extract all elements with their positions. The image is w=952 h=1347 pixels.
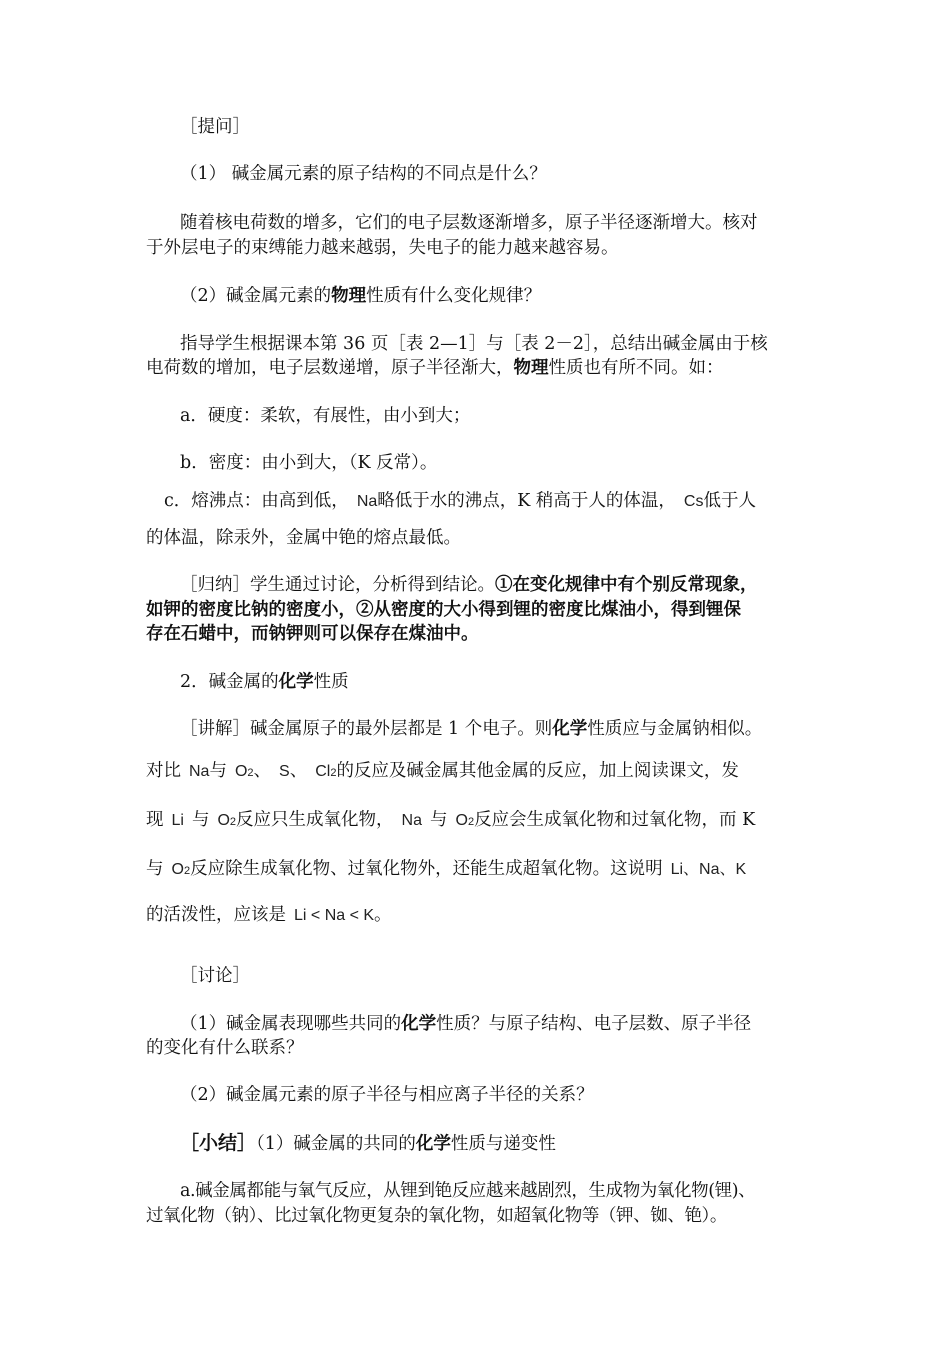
- conclusion-heading: ［小结］（1）碱金属的共同的化学性质与递变性: [180, 1132, 556, 1154]
- explain-line-3: 现 Li 与 O2反应只生成氧化物， Na 与 O2反应会生成氧化物和过氧化物，而 K: [146, 810, 756, 830]
- conclusion-line-1: a.碱金属都能与氧气反应，从锂到铯反应越来越剧烈，生成物为氧化物(锂)、: [180, 1181, 756, 1201]
- formula-o2: O2: [217, 812, 237, 829]
- formula-s: S: [279, 763, 290, 780]
- answer-1-line-2: 于外层电子的束缚能力越来越弱，失电子的能力越来越容易。: [146, 238, 619, 258]
- question-2: （2）碱金属元素的物理性质有什么变化规律？: [180, 286, 542, 306]
- conclusion-line-2: 过氧化物（钠）、比过氧化物更复杂的氧化物，如超氧化物等（钾、铷、铯）。: [146, 1206, 727, 1226]
- formula-na: Na: [356, 493, 378, 510]
- discussion-q2: （2）碱金属元素的原子半径与相应离子半径的关系？: [180, 1085, 594, 1105]
- explain-line-5: 的活泼性，应该是 Li < Na < K。: [146, 905, 392, 925]
- summary-line-1: ［归纳］学生通过讨论，分析得到结论。①在变化规律中有个别反常现象，: [180, 575, 758, 595]
- formula-na: Na: [401, 812, 422, 829]
- guidance-line-2: 电荷数的增加，电子层数递增，原子半径渐大，物理性质也有所不同。如：: [146, 358, 724, 378]
- formula-li: Li: [171, 812, 184, 829]
- section-heading-chemical: 2．碱金属的化学性质: [180, 672, 349, 692]
- formula-o2: O2: [171, 861, 191, 878]
- formula-activity-order: Li < Na < K: [294, 907, 375, 924]
- guidance-line-1: 指导学生根据课本第 36 页［表 2—1］与［表 2－2］，总结出碱金属由于核: [180, 334, 768, 354]
- item-density: b．密度：由小到大，（K 反常）。: [180, 453, 438, 473]
- formula-o2: O2: [455, 812, 475, 829]
- summary-line-2: 如钾的密度比钠的密度小，②从密度的大小得到锂的密度比煤油小，得到锂保: [146, 600, 741, 620]
- summary-line-3: 存在石蜡中，而钠钾则可以保存在煤油中。: [146, 624, 479, 644]
- question-1: （1） 碱金属元素的原子结构的不同点是什么？: [180, 164, 547, 184]
- formula-cl2: Cl2: [315, 763, 337, 780]
- discussion-q1-line-1: （1）碱金属表现哪些共同的化学性质？与原子结构、电子层数、原子半径: [180, 1014, 752, 1034]
- formula-cs: Cs: [683, 493, 704, 510]
- item-melting-point-line-1: c．熔沸点：由高到低， Na略低于水的沸点，K 稍高于人的体温， Cs低于人: [164, 491, 756, 511]
- answer-1-line-1: 随着核电荷数的增多，它们的电子层数逐渐增多，原子半径逐渐增大。核对: [180, 213, 758, 233]
- heading-discussion: ［讨论］: [180, 966, 250, 986]
- formula-na: Na: [189, 763, 210, 780]
- formula-o2: O2: [234, 763, 254, 780]
- explain-line-2: 对比 Na与 O2、 S、 Cl2的反应及碱金属其他金属的反应，加上阅读课文，发: [146, 761, 739, 781]
- heading-question: ［提问］: [180, 117, 250, 137]
- discussion-q1-line-2: 的变化有什么联系？: [146, 1038, 304, 1058]
- explain-line-1: ［讲解］碱金属原子的最外层都是 1 个电子。则化学性质应与金属钠相似。: [180, 719, 763, 739]
- explain-line-4: 与 O2反应除生成氧化物、过氧化物外，还能生成超氧化物。这说明 Li、Na、K: [146, 859, 747, 879]
- formula-li-na-k: Li、Na、K: [670, 861, 747, 878]
- item-hardness: a．硬度：柔软，有展性，由小到大；: [180, 406, 471, 426]
- item-melting-point-line-2: 的体温，除汞外，金属中铯的熔点最低。: [146, 528, 461, 548]
